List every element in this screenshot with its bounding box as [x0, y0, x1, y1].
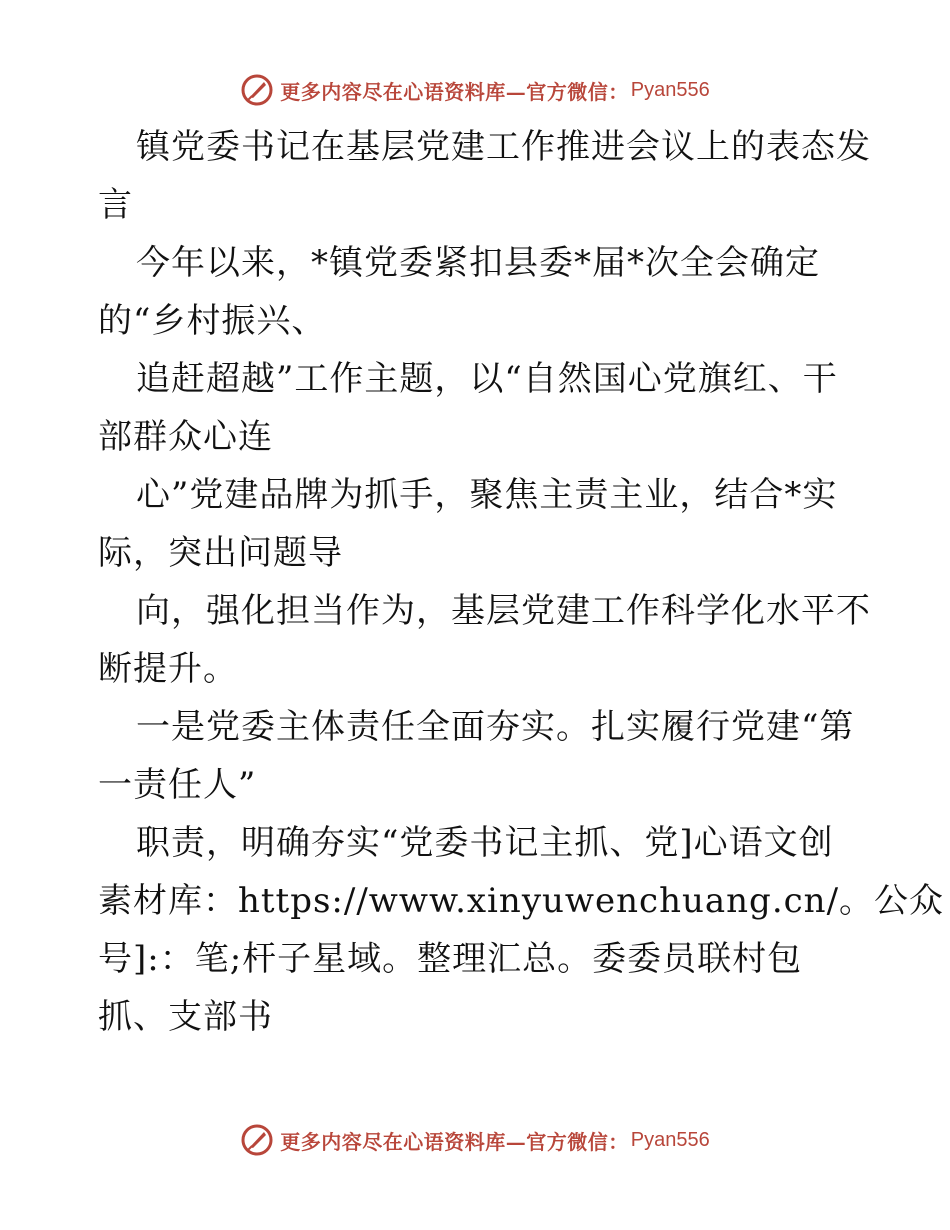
text-line: 向，强化担当作为，基层党建工作科学化水平不: [136, 591, 871, 631]
text-line: 一责任人”: [98, 765, 257, 805]
text-line: 职责，明确夯实“党委书记主抓、党]心语文创: [136, 823, 834, 863]
watermark-text: 更多内容尽在心语资料库—官方微信：: [280, 79, 629, 104]
text-line: 的“乡村振兴、: [98, 301, 327, 341]
watermark-wechat-id: Pyan556: [630, 1128, 710, 1151]
text-line: 抓、支部书: [98, 997, 273, 1037]
text-line: 素材库：https://www.xinyuwenchuang.cn/。公众: [98, 881, 945, 921]
text-line: 镇党委书记在基层党建工作推进会议上的表态发: [136, 127, 871, 167]
text-line: 言: [98, 185, 133, 225]
text-line: 心”党建品牌为抓手，聚焦主责主业，结合*实: [136, 475, 838, 515]
header-watermark: [0, 70, 950, 110]
quill-logo-icon: [240, 73, 274, 107]
quill-logo-icon: [240, 1123, 274, 1157]
document-body: [98, 118, 945, 1046]
text-line: 今年以来，*镇党委紧扣县委*届*次全会确定: [136, 243, 820, 283]
watermark-text: 更多内容尽在心语资料库—官方微信：: [280, 1129, 629, 1154]
text-line: 追赶超越”工作主题，以“自然国心党旗红、干: [136, 359, 838, 399]
watermark-wechat-id: Pyan556: [630, 78, 710, 101]
text-line: 断提升。: [98, 649, 238, 689]
text-line: 号]:：笔;杆子星域。整理汇总。委委员联村包: [98, 939, 803, 979]
text-line: 际，突出问题导: [98, 533, 343, 573]
text-line: 部群众心连: [98, 417, 273, 457]
footer-watermark: [0, 1120, 950, 1160]
text-line: 一是党委主体责任全面夯实。扎实履行党建“第: [136, 707, 855, 747]
